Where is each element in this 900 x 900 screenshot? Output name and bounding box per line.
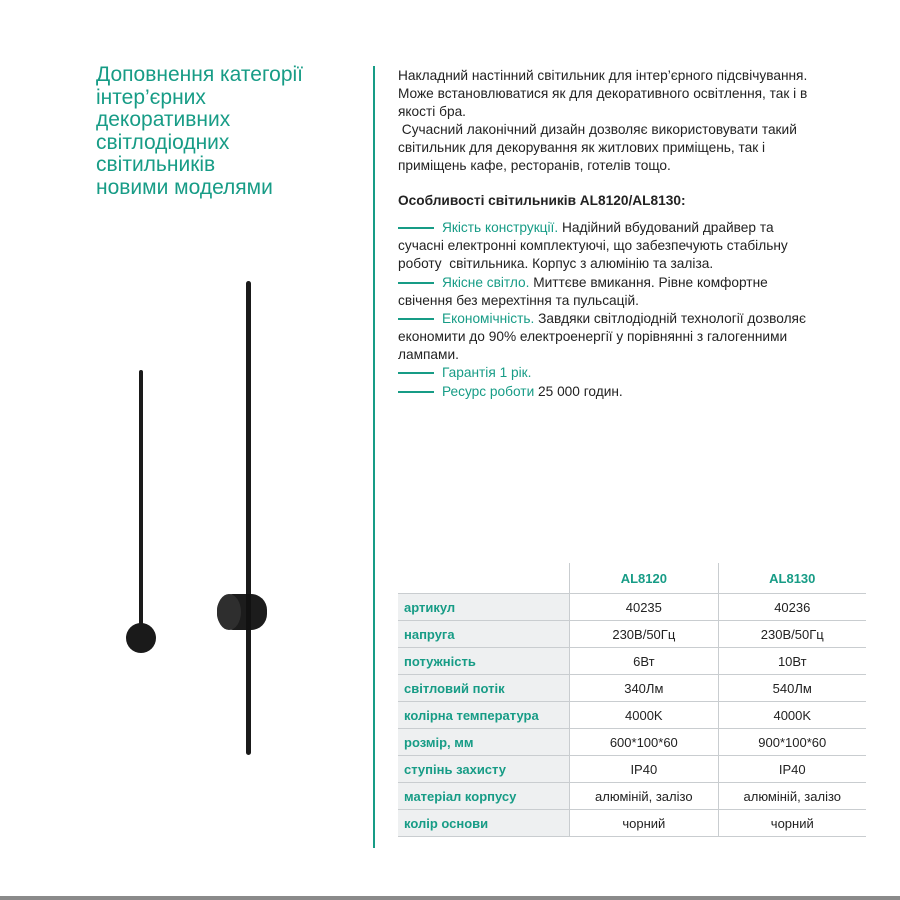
- feature-accent: Якісне світло.: [442, 275, 530, 290]
- table-row: [398, 702, 866, 729]
- spec-value: 600*100*60: [570, 729, 718, 756]
- spec-value: 10Вт: [718, 648, 866, 675]
- specs-header-blank: [398, 563, 570, 594]
- spec-value: 4000K: [570, 702, 718, 729]
- spec-value: 230В/50Гц: [570, 621, 718, 648]
- dash-icon: [398, 372, 434, 374]
- feature-item-warranty: [398, 364, 878, 382]
- feature-text: 25 000 годин.: [534, 384, 623, 399]
- heading-line: світильників: [96, 153, 216, 176]
- spec-value: чорний: [570, 810, 718, 837]
- spec-label: артикул: [398, 594, 570, 621]
- feature-item-lifetime: [398, 383, 878, 401]
- intro-line: світильник для декорування як житлових приміщень, так і: [398, 140, 766, 155]
- spec-value: 340Лм: [570, 675, 718, 702]
- feature-accent: Гарантія 1 рік.: [442, 365, 532, 380]
- spec-value: чорний: [718, 810, 866, 837]
- spec-label: матеріал корпусу: [398, 783, 570, 810]
- feature-item-light: [398, 274, 878, 310]
- spec-value: 40236: [718, 594, 866, 621]
- feature-text: роботу світильника. Корпус з алюмінію та заліза.: [398, 256, 714, 271]
- product-image: [110, 270, 300, 770]
- spec-value: 4000K: [718, 702, 866, 729]
- heading-line: світлодіодних: [96, 130, 230, 154]
- intro-line: приміщень кафе, ресторанів, готелів тощо.: [398, 158, 671, 173]
- dash-icon: [398, 227, 434, 229]
- table-row: [398, 729, 866, 756]
- feature-text: Миттєве вмикання. Рівне комфортне: [529, 275, 768, 290]
- spec-label: напруга: [398, 621, 570, 648]
- table-row: [398, 756, 866, 783]
- table-row: [398, 621, 866, 648]
- feature-accent: Якість конструкції.: [442, 220, 559, 235]
- lamp-short: [126, 370, 156, 653]
- specs-column-header: AL8130: [718, 563, 866, 594]
- spec-value: IP40: [570, 756, 718, 783]
- page-heading: [96, 64, 366, 199]
- table-row: [398, 594, 866, 621]
- spec-value: алюміній, залізо: [718, 783, 866, 810]
- table-row: [398, 783, 866, 810]
- feature-text: сучасні електронні комплектуючі, що забезпечують стабільну: [398, 238, 788, 253]
- footer-rule: [0, 896, 900, 900]
- spec-value: 40235: [570, 594, 718, 621]
- spec-label: колір основи: [398, 810, 570, 837]
- feature-text: свічення без мерехтіння та пульсацій.: [398, 293, 639, 308]
- intro-line: якості бра.: [398, 104, 466, 119]
- dash-icon: [398, 318, 434, 320]
- spec-label: потужність: [398, 648, 570, 675]
- lamp-long: [217, 281, 267, 755]
- feature-item-construction: [398, 219, 878, 273]
- specs-table: [398, 563, 866, 837]
- spec-value: IP40: [718, 756, 866, 783]
- feature-text: Надійний вбудований драйвер та: [558, 220, 774, 235]
- spec-value: 540Лм: [718, 675, 866, 702]
- spec-value: 6Вт: [570, 648, 718, 675]
- feature-item-economy: [398, 310, 878, 364]
- spec-value: 900*100*60: [718, 729, 866, 756]
- table-row: [398, 648, 866, 675]
- feature-text: економити до 90% електроенергії у порівнянні з галогенними: [398, 329, 788, 344]
- heading-line: інтер’єрних: [96, 85, 206, 109]
- feature-text: лампами.: [398, 347, 459, 362]
- table-row: [398, 810, 866, 837]
- intro-line: Накладний настінний світильник для інтер’єрного підсвічування.: [398, 68, 808, 83]
- spec-value: 230В/50Гц: [718, 621, 866, 648]
- spec-label: ступінь захисту: [398, 756, 570, 783]
- dash-icon: [398, 391, 434, 393]
- dash-icon: [398, 282, 434, 284]
- intro-line: Сучасний лаконічний дизайн дозволяє використовувати такий: [398, 122, 797, 137]
- table-row: [398, 675, 866, 702]
- spec-label: світловий потік: [398, 675, 570, 702]
- spec-label: колірна температура: [398, 702, 570, 729]
- feature-accent: Економічність.: [442, 311, 535, 326]
- feature-text: Завдяки світлодіодній технології дозволяє: [534, 311, 806, 326]
- specs-header-row: [398, 563, 866, 594]
- heading-line: новими моделями: [96, 175, 273, 199]
- features-title: Особливості світильників AL8120/AL8130:: [398, 193, 686, 208]
- accent-divider: [373, 66, 375, 848]
- specs-column-header: AL8120: [570, 563, 718, 594]
- feature-accent: Ресурс роботи: [442, 384, 535, 399]
- heading-line: Доповнення категорії: [96, 63, 304, 86]
- spec-label: розмір, мм: [398, 729, 570, 756]
- intro-line: Може встановлюватися як для декоративного освітлення, так і в: [398, 86, 808, 101]
- spec-value: алюміній, залізо: [570, 783, 718, 810]
- intro-paragraph: [398, 67, 878, 175]
- heading-line: декоративних: [96, 108, 231, 131]
